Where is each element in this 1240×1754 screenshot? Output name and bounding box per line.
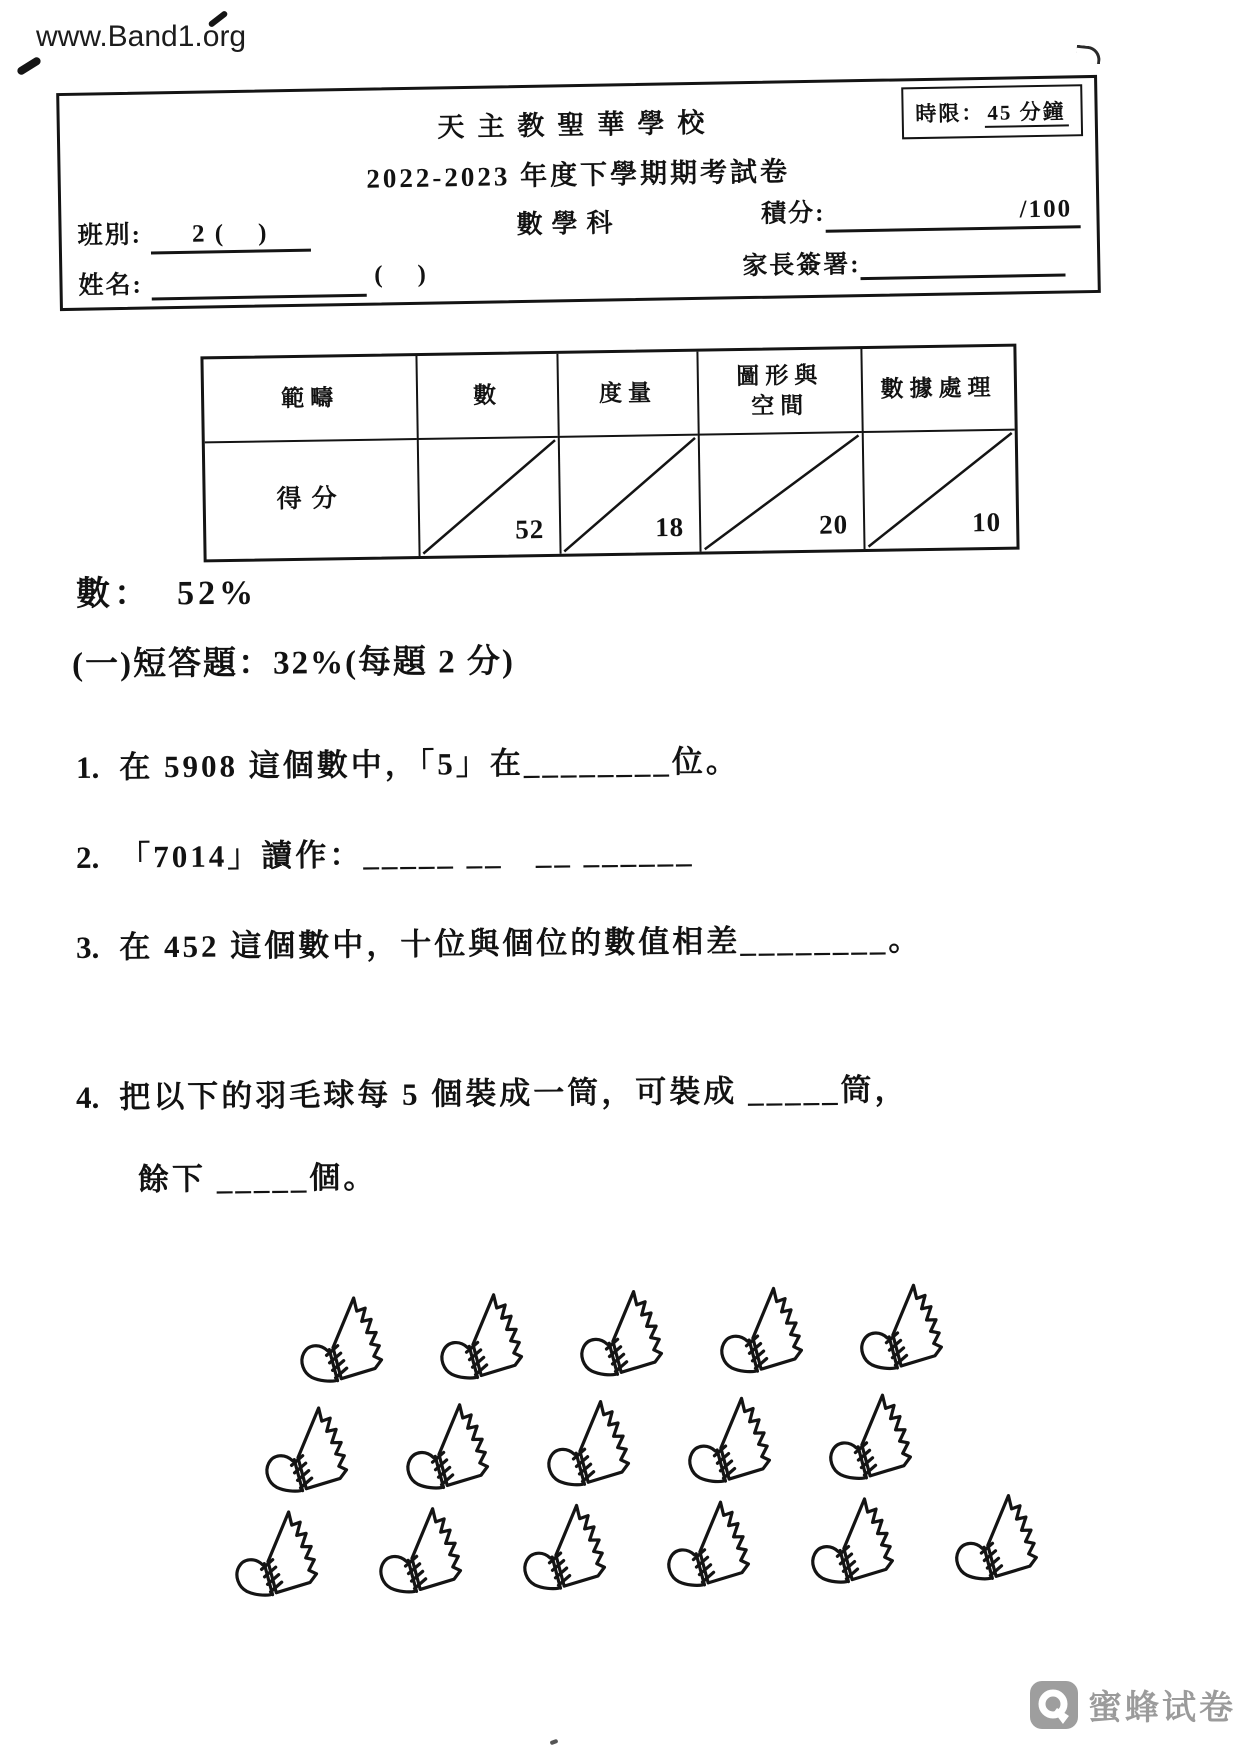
question-number: 2.: [75, 839, 100, 875]
question-4-line2: [138, 1152, 378, 1199]
shuttlecock-icon: [373, 1494, 479, 1604]
shuttlecock-icon: [854, 1271, 960, 1381]
shuttlecock-icon: [949, 1481, 1055, 1591]
name-field: [78, 260, 428, 302]
shuttlecock-icon: [661, 1488, 767, 1598]
question-1: [76, 736, 740, 787]
shuttlecock-icon: [259, 1394, 365, 1504]
time-limit-label: 時限：: [915, 100, 985, 127]
scan-artifact-icon: [1075, 45, 1102, 65]
school-name: 天主教聖華學校: [437, 107, 718, 143]
question-text: 在 452 這個數中，十位與個位的數值相差________。: [119, 921, 923, 965]
table-header-number: 數: [415, 354, 557, 438]
score-blank-line: /100: [825, 195, 1081, 232]
shuttlecock-icon: [823, 1381, 929, 1491]
score-value: 20: [818, 509, 849, 540]
question-number: 3.: [75, 929, 100, 965]
shuttlecock-icon: [805, 1485, 911, 1595]
shuttlecock-icon: [517, 1491, 623, 1601]
question-text: 把以下的羽毛球每 5 個裝成一筒，可裝成 _____筒，: [119, 1072, 909, 1115]
section-subtitle: (一)短答題：32%(每題 2 分): [71, 643, 516, 683]
name-blank-line: [151, 266, 367, 301]
exam-header-box: [56, 75, 1101, 311]
table-header-data-handling: 數據處理: [860, 347, 1014, 431]
shuttlecock-icon: [400, 1390, 506, 1500]
score-value: 18: [654, 511, 685, 543]
brand-logo-text: 蜜蜂试卷: [1088, 1689, 1236, 1727]
question-text: 餘下 _____個。: [137, 1159, 378, 1197]
table-score-cell: [417, 436, 560, 556]
question-number: 4.: [75, 1079, 100, 1115]
shuttlecock-row: [294, 1271, 960, 1394]
shuttlecock-icon: [541, 1387, 647, 1497]
exam-title: 2022-2023 年度下學期期考試卷: [366, 156, 791, 194]
score-label: 積分:: [760, 199, 826, 228]
question-number: 1.: [75, 749, 100, 785]
shuttlecock-icon: [714, 1274, 820, 1384]
parent-sign-label: 家長簽署:: [742, 251, 861, 281]
table-header-measure: 度量: [556, 352, 697, 436]
table-header-shape-space: 圖形與 空間: [696, 349, 861, 434]
watermark-text: www.Band1.org: [36, 20, 247, 53]
score-value: 52: [514, 513, 545, 545]
pen-mark-icon: [550, 1739, 559, 1745]
pen-mark-icon: [16, 56, 42, 77]
question-4-line1: [76, 1064, 909, 1117]
class-label: 班別:: [77, 221, 151, 250]
name-paren: ( ): [365, 260, 429, 289]
table-score-cell: [698, 431, 864, 552]
parent-sign-blank-line: [860, 246, 1066, 281]
class-value: 2 ( ): [150, 219, 311, 255]
table-header-category: 範疇: [280, 385, 340, 412]
table-score-cell: [862, 429, 1017, 549]
question-2: [76, 826, 695, 877]
score-value: 10: [971, 506, 1002, 538]
bee-exam-logo-icon: [1030, 1681, 1078, 1729]
time-limit-value: 45 分鐘: [984, 99, 1069, 127]
shuttlecock-icon: [294, 1284, 400, 1394]
score-field: [761, 188, 1081, 234]
question-3: [76, 914, 923, 967]
name-label: 姓名:: [78, 271, 152, 300]
brand-logo: [1030, 1680, 1236, 1729]
shuttlecock-icon: [434, 1280, 540, 1390]
score-table: [200, 344, 1019, 563]
question-text: 「7014」讀作：_____ __ __ ______: [119, 834, 695, 875]
time-limit-box: [901, 84, 1083, 139]
subject-name: 數學科: [516, 208, 622, 240]
question-text: 在 5908 這個數中，「5」在________位。: [119, 743, 740, 785]
shuttlecock-row: [229, 1481, 1055, 1608]
shuttlecock-icon: [682, 1384, 788, 1494]
table-row-label-score: 得分: [205, 438, 419, 559]
shuttlecock-icon: [229, 1498, 335, 1608]
shuttlecock-icon: [574, 1277, 680, 1387]
parent-sign-field: [742, 241, 1066, 283]
table-score-cell: [558, 434, 700, 554]
class-field: [77, 212, 310, 256]
section-topic: 數： 52%: [75, 574, 258, 613]
